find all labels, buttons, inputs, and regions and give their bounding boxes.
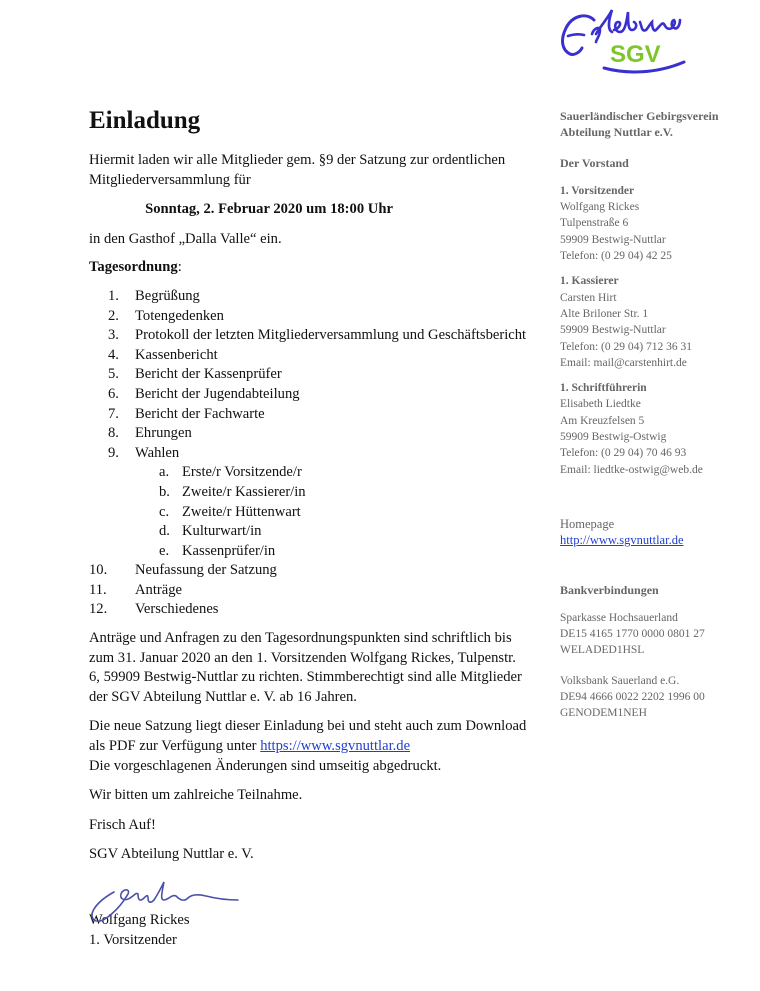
svg-text:SGV: SGV (610, 41, 661, 68)
agenda-text: Bericht der Fachwarte (135, 405, 265, 422)
agenda-item (89, 581, 529, 601)
election-text: Zweite/r Hüttenwart (182, 503, 301, 520)
venue-text: in den Gasthof „Dalla Valle“ ein. (89, 230, 282, 247)
board-title: Der Vorstand (560, 155, 629, 170)
agenda-item (89, 346, 529, 366)
treasurer-email: Email: mail@carstenhirt.de (560, 356, 687, 369)
bank1-bic: WELADED1HSL (560, 644, 645, 657)
agenda-item (89, 365, 529, 385)
agenda-text: Bericht der Kassenprüfer (135, 366, 282, 383)
chair-city: 59909 Bestwig-Nuttlar (560, 233, 666, 246)
agenda-text: Neufassung der Satzung (135, 562, 277, 579)
statute-paragraph (89, 717, 529, 776)
election-text: Kulturwart/in (182, 523, 262, 540)
election-letter: c. (159, 503, 170, 520)
agenda-text: Totengedenken (135, 307, 224, 324)
statute-text: Die neue Satzung liegt dieser Einladung bei und steht auch zum Download als PDF zur Verfügung unter (89, 718, 527, 755)
agenda-text: Protokoll der letzten Mitgliederversammlung und Geschäftsbericht (135, 327, 527, 344)
agenda-text: Ehrungen (135, 425, 192, 442)
bank2-block (560, 673, 750, 722)
agenda-item (89, 307, 529, 327)
agenda-text: Begrüßung (135, 287, 200, 304)
agenda-item (89, 287, 529, 307)
meeting-date: Sonntag, 2. Februar 2020 um 18:00 Uhr (145, 201, 393, 218)
treasurer-role: 1. Kassierer (560, 275, 619, 288)
bank2-name: Volksbank Sauerland e.G. (560, 674, 680, 687)
agenda-label: Tagesordnung (89, 259, 178, 276)
secretary-city: 59909 Bestwig-Ostwig (560, 431, 667, 444)
sidebar-contacts (560, 108, 750, 731)
bank1-name: Sparkasse Hochsauerland (560, 611, 678, 624)
homepage-link[interactable]: http://www.sgvnuttlar.de (560, 533, 684, 548)
chair-role: 1. Vorsitzender (560, 184, 635, 197)
chair-contact (560, 183, 750, 264)
election-item (89, 503, 529, 523)
secretary-street: Am Kreuzfelsen 5 (560, 414, 645, 427)
chair-street: Tulpenstraße 6 (560, 217, 629, 230)
org-name-line2: Abteilung Nuttlar e.V. (560, 125, 673, 140)
signer-name: Wolfgang Rickes (89, 912, 190, 928)
agenda-text: Verschiedenes (135, 601, 219, 618)
election-text: Zweite/r Kassierer/in (182, 483, 306, 500)
letter-body (89, 100, 529, 950)
agenda-num: 12. (89, 601, 108, 618)
treasurer-street: Alte Briloner Str. 1 (560, 307, 649, 320)
agenda-text: Anträge (135, 581, 183, 598)
agenda-num: 10. (89, 562, 108, 579)
election-letter: a. (159, 464, 170, 481)
chair-name: Wolfgang Rickes (560, 201, 640, 214)
treasurer-name: Carsten Hirt (560, 291, 617, 304)
agenda-num: 4. (108, 346, 119, 363)
homepage-block (560, 516, 750, 550)
agenda-num: 3. (108, 327, 119, 344)
secretary-email: Email: liedtke-ostwig@web.de (560, 463, 703, 476)
agenda-num: 5. (108, 366, 119, 383)
election-item (89, 542, 529, 562)
greeting-text: Frisch Auf! (89, 816, 156, 833)
motions-text: Anträge und Anfragen zu den Tagesordnungspunkten sind schriftlich bis zum 31. Januar 2020 an den 1. Vorsitzenden Wolfgang Rickes, Tulpenstr. 6, 59909 Bestwig-Nuttlar zu richten. Stimmberechtigt sind alle Mitglieder der SGV Abteilung Nuttlar e. V. ab 16 Jahren. (89, 630, 522, 705)
erlebnis-sgv-logo (556, 4, 706, 76)
agenda-num: 2. (108, 307, 119, 324)
election-letter: b. (159, 483, 170, 500)
agenda-list (89, 287, 529, 620)
agenda-num: 11. (89, 581, 107, 598)
chair-phone: Telefon: (0 29 04) 42 25 (560, 250, 672, 263)
election-item (89, 483, 529, 503)
bank1-iban: DE15 4165 1770 0000 0801 27 (560, 628, 705, 641)
agenda-num: 1. (108, 287, 119, 304)
election-text: Erste/r Vorsitzende/r (182, 464, 302, 481)
secretary-name: Elisabeth Liedtke (560, 398, 641, 411)
agenda-heading (89, 258, 529, 278)
agenda-item (89, 600, 529, 620)
homepage-label: Homepage (560, 516, 615, 531)
election-letter: d. (159, 523, 170, 540)
agenda-item (89, 385, 529, 405)
signer-role: 1. Vorsitzender (89, 931, 177, 948)
election-item (89, 463, 529, 483)
secretary-phone: Telefon: (0 29 04) 70 46 93 (560, 447, 687, 460)
agenda-colon: : (177, 259, 182, 276)
bank1-block (560, 610, 750, 659)
elections-list (89, 463, 529, 561)
agenda-item (89, 326, 529, 346)
request-text: Wir bitten um zahlreiche Teilnahme. (89, 787, 303, 804)
secretary-role: 1. Schriftführerin (560, 382, 647, 395)
agenda-item (89, 405, 529, 425)
org-signature-line: SGV Abteilung Nuttlar e. V. (89, 846, 254, 863)
agenda-text: Bericht der Jugendabteilung (135, 385, 300, 402)
election-letter: e. (159, 542, 170, 559)
treasurer-city: 59909 Bestwig-Nuttlar (560, 324, 666, 337)
org-name-line1: Sauerländischer Gebirgsverein (560, 109, 719, 123)
agenda-num: 9. (108, 444, 119, 461)
agenda-num: 8. (108, 425, 119, 442)
agenda-item (89, 561, 529, 581)
treasurer-contact (560, 273, 750, 371)
agenda-text: Wahlen (135, 444, 180, 461)
treasurer-phone: Telefon: (0 29 04) 712 36 31 (560, 340, 693, 353)
secretary-contact (560, 380, 750, 478)
bank-title: Bankverbindungen (560, 582, 659, 597)
agenda-item (89, 444, 529, 562)
agenda-num: 6. (108, 385, 119, 402)
letter-title: Einladung (89, 107, 201, 134)
election-item (89, 522, 529, 542)
agenda-text: Kassenbericht (135, 346, 218, 363)
election-text: Kassenprüfer/in (182, 542, 276, 559)
bank2-bic: GENODEM1NEH (560, 707, 647, 720)
agenda-item (89, 424, 529, 444)
statute-link[interactable]: https://www.sgvnuttlar.de (260, 738, 411, 755)
logo-sgv-badge (604, 41, 684, 72)
intro-text: Hiermit laden wir alle Mitglieder gem. §9 der Satzung zur ordentlichen Mitgliederversammlung für (89, 152, 506, 188)
handwritten-signature (84, 878, 244, 928)
agenda-num: 7. (108, 405, 119, 422)
bank2-iban: DE94 4666 0022 2202 1996 00 (560, 691, 705, 704)
statute-changes-text: Die vorgeschlagenen Änderungen sind umseitig abgedruckt. (89, 757, 442, 774)
